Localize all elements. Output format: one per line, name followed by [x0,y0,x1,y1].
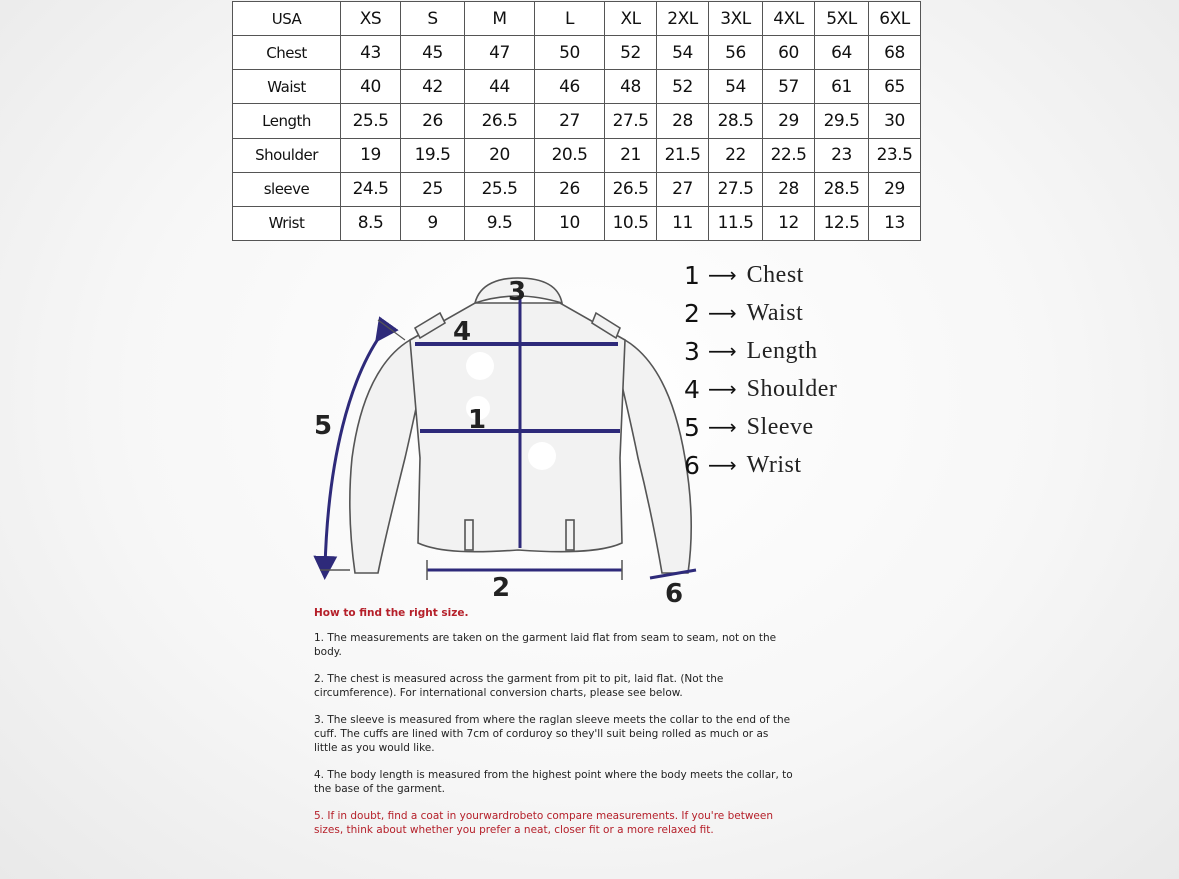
header-size: M [465,2,535,36]
table-cell: 13 [869,206,921,240]
table-cell: 30 [869,104,921,138]
marker-6: 6 [665,579,684,608]
table-cell: 22 [709,138,763,172]
table-cell: 19 [341,138,401,172]
table-cell: 11.5 [709,206,763,240]
table-cell: 40 [341,70,401,104]
legend-label: Waist [746,299,804,326]
jacket-diagram [300,258,720,608]
table-cell: 26 [401,104,465,138]
table-cell: 28.5 [815,172,869,206]
legend-item [684,332,904,370]
sizing-notes [314,606,794,850]
header-size: 2XL [657,2,709,36]
header-size: 4XL [763,2,815,36]
table-cell: 8.5 [341,206,401,240]
measurement-legend [684,256,904,484]
table-cell: 27.5 [605,104,657,138]
table-cell: 29 [869,172,921,206]
table-row [233,36,921,70]
left-tab [465,520,473,550]
table-cell: 45 [401,36,465,70]
legend-label: Chest [746,261,804,288]
table-cell: 28 [657,104,709,138]
jacket-body [410,303,625,552]
arrow-icon: ⟶ [708,263,737,287]
table-cell: 10 [535,206,605,240]
header-size: 3XL [709,2,763,36]
table-cell: 29 [763,104,815,138]
table-row [233,70,921,104]
table-cell: 25.5 [465,172,535,206]
row-label: Shoulder [233,138,341,172]
legend-num: 2 [684,298,700,328]
table-cell: 47 [465,36,535,70]
table-cell: 25.5 [341,104,401,138]
table-row [233,172,921,206]
table-cell: 9 [401,206,465,240]
header-size: XL [605,2,657,36]
table-cell: 21.5 [657,138,709,172]
table-header-row [233,2,921,36]
table-cell: 10.5 [605,206,657,240]
legend-item [684,256,904,294]
table-cell: 42 [401,70,465,104]
table-cell: 12.5 [815,206,869,240]
legend-label: Shoulder [746,375,838,402]
marker-5: 5 [314,411,333,441]
table-cell: 12 [763,206,815,240]
legend-num: 3 [684,336,700,366]
header-size: 6XL [869,2,921,36]
table-cell: 54 [709,70,763,104]
legend-label: Sleeve [746,413,814,440]
table-cell: 52 [605,36,657,70]
table-cell: 23 [815,138,869,172]
table-cell: 27 [535,104,605,138]
table-cell: 20 [465,138,535,172]
table-cell: 57 [763,70,815,104]
row-label: Chest [233,36,341,70]
table-row [233,138,921,172]
legend-num: 5 [684,412,700,442]
table-cell: 54 [657,36,709,70]
table-cell: 43 [341,36,401,70]
table-cell: 11 [657,206,709,240]
table-cell: 25 [401,172,465,206]
table-cell: 23.5 [869,138,921,172]
right-tab [566,520,574,550]
arrow-icon: ⟶ [708,453,737,477]
arrow-icon: ⟶ [708,415,737,439]
table-cell: 9.5 [465,206,535,240]
table-cell: 64 [815,36,869,70]
table-cell: 56 [709,36,763,70]
header-size: L [535,2,605,36]
table-cell: 44 [465,70,535,104]
legend-num: 4 [684,374,700,404]
header-size: 5XL [815,2,869,36]
table-cell: 28.5 [709,104,763,138]
table-cell: 28 [763,172,815,206]
marker-2: 2 [492,573,511,603]
right-sleeve [618,340,691,573]
legend-item [684,294,904,332]
header-region: USA [233,2,341,36]
arrow-icon: ⟶ [708,301,737,325]
legend-item [684,408,904,446]
arrow-icon: ⟶ [708,377,737,401]
legend-item [684,446,904,484]
row-label: sleeve [233,172,341,206]
table-cell: 60 [763,36,815,70]
row-label: Length [233,104,341,138]
table-cell: 22.5 [763,138,815,172]
table-cell: 61 [815,70,869,104]
note-item: 1. The measurements are taken on the garment laid flat from seam to seam, not on the body. [314,632,777,658]
note-item: 2. The chest is measured across the garment from pit to pit, laid flat. (Not the circumference). For international conversion charts, please see below. [314,673,724,699]
marker-3: 3 [508,277,527,307]
table-row [233,104,921,138]
table-cell: 65 [869,70,921,104]
table-cell: 46 [535,70,605,104]
table-cell: 19.5 [401,138,465,172]
legend-num: 1 [684,260,700,290]
table-cell: 27 [657,172,709,206]
table-cell: 50 [535,36,605,70]
notes-heading: How to find the right size. [314,607,469,619]
legend-num: 6 [684,450,700,480]
notes-list [314,631,794,837]
row-label: Wrist [233,206,341,240]
table-cell: 48 [605,70,657,104]
table-cell: 27.5 [709,172,763,206]
size-chart-body [233,2,921,241]
table-cell: 29.5 [815,104,869,138]
legend-item [684,370,904,408]
table-cell: 68 [869,36,921,70]
arrow-icon: ⟶ [708,339,737,363]
table-cell: 52 [657,70,709,104]
note-item: 5. If in doubt, find a coat in yourwardrobeto compare measurements. If you're between sizes, think about whether you prefer a neat, closer fit or a more relaxed fit. [314,810,773,836]
legend-label: Wrist [746,451,802,478]
marker-4: 4 [453,317,472,347]
legend-label: Length [746,337,818,364]
table-cell: 21 [605,138,657,172]
note-item: 3. The sleeve is measured from where the raglan sleeve meets the collar to the end of the cuff. The cuffs are lined with 7cm of corduroy so they'll suit being rolled as much or as little as you would like. [314,714,791,754]
header-size: S [401,2,465,36]
table-cell: 26 [535,172,605,206]
marker-1: 1 [468,405,487,435]
table-cell: 20.5 [535,138,605,172]
note-item: 4. The body length is measured from the highest point where the body meets the collar, to the base of the garment. [314,769,793,795]
header-size: XS [341,2,401,36]
row-label: Waist [233,70,341,104]
table-cell: 26.5 [465,104,535,138]
table-row [233,206,921,240]
table-cell: 26.5 [605,172,657,206]
size-chart-table [232,1,921,241]
table-cell: 24.5 [341,172,401,206]
